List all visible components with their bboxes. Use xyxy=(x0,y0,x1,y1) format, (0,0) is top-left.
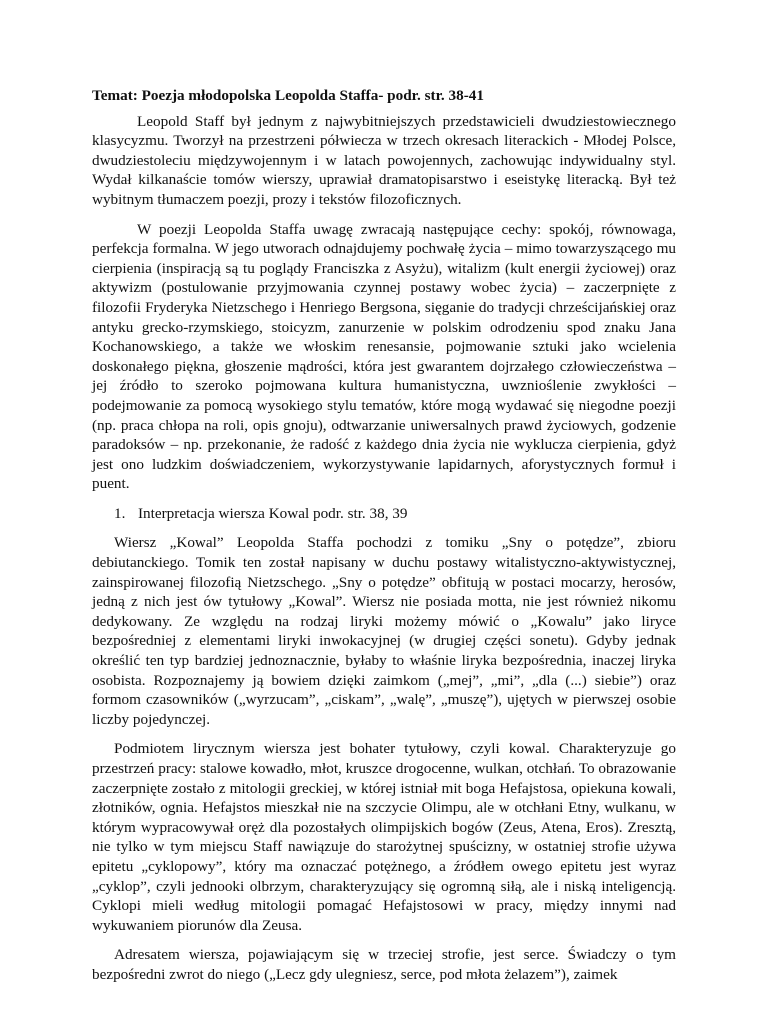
list-item-text: Interpretacja wiersza Kowal podr. str. 38, 39 xyxy=(138,504,408,522)
paragraph-lyrical-subject: Podmiotem lirycznym wiersza jest bohater tytułowy, czyli kowal. Charakteryzuje go przestrzeń pracy: stalowe kowadło, młot, kruszce drogocenne, wulkan, otchłań. To obrazowanie zaczerpnięte zostało z mitologii greckiej, w której istniał mit boga Hefajstosa, opiekuna kowali, złotników, ognia. Hefajstos mieszkał nie na szczycie Olimpu, ale w otchłani Etny, wulkanu, w którym wypracowywał oręż dla pozostałych olimpijskich bogów (Zeus, Atena, Eros). Zresztą, nie tylko w tym miejscu Staff nawiązuje do starożytnej spuścizny, w ostatniej strofie używa epitetu „cyklopowy”, który ma oznaczać potężnego, a źródłem owego epitetu jest wyraz „cyklop”, czyli jednooki olbrzym, charakteryzujący się ogromną siłą, ale i niską inteligencją. Cyklopi mieli według mitologii pomagać Hefajstosowi w pracy, między innymi nad wykuwaniem piorunów dla Zeusa. xyxy=(92,740,676,934)
list-item-number: 1. xyxy=(114,504,126,522)
list-item xyxy=(92,504,676,524)
document-page xyxy=(92,86,676,993)
paragraph-addressee: Adresatem wiersza, pojawiającym się w trzeciej strofie, jest serce. Świadczy o tym bezpośredni zwrot do niego („Lecz gdy ulegniesz, serce, pod młota żelazem”), zaimek xyxy=(92,946,676,983)
paragraph-poetry-features: W poezji Leopolda Staffa uwagę zwracają następujące cechy: spokój, równowaga, perfekcja formalna. W jego utworach odnajdujemy pochwałę życia – mimo towarzyszącego mu cierpienia (inspiracją są tu poglądy Franciszka z Asyżu), witalizm (kult energii życiowej) oraz aktywizm (postulowanie przyjmowania czynnej postawy wobec życia) – zaczerpnięte z filozofii Fryderyka Nietzschego i Henriego Bergsona, sięganie do tradycji chrześcijańskiej oraz antyku grecko-rzymskiego, stoicyzm, zanurzenie w polskim odrodzeniu spod znaku Jana Kochanowskiego, a także we włoskim renesansie, pojmowanie sztuki jako wcielenia doskonałego piękna, głoszenie mądrości, która jest gwarantem dojrzałego człowieczeństwa – jej źródło to szeroko pojmowana kultura humanistyczna, uwznioślenie zwykłości – podejmowanie za pomocą wysokiego stylu tematów, które mogą wydawać się niegodne poezji (np. praca chłopa na roli, opis gnoju), odtwarzanie uniwersalnych prawd życiowych, godzenie paradoksów – np. przekonanie, że radość z każdego dnia życia nie wyklucza cierpienia, gdyż jest ono ludzkim doświadczeniem, wykorzystywanie lapidarnych, aforystycznych formuł i puent. xyxy=(92,220,676,493)
paragraph-biography: Leopold Staff był jednym z najwybitniejszych przedstawicieli dwudziestowiecznego klasycyzmu. Tworzył na przestrzeni półwiecza w trzech okresach literackich - Młodej Polsce, dwudziestoleciu międzywojennym i w latach powojennych, zachowując indywidualny styl. Wydał kilkanaście tomów wierszy, uprawiał dramatopisarstwo i eseistykę literacką. Był też wybitnym tłumaczem poezji, prozy i tekstów filozoficznych. xyxy=(92,112,676,208)
paragraph-kowal-intro: Wiersz „Kowal” Leopolda Staffa pochodzi z tomiku „Sny o potędze”, zbioru debiutanckiego. Tomik ten został napisany w duchu postawy witalistyczno-aktywistycznej, zainspirowanej filozofią Nietzschego. „Sny o potędze” obfitują w postaci mocarzy, herosów, jedną z nich jest ów tytułowy „Kowal”. Wiersz nie posiada motta, nie jest również nikomu dedykowany. Ze względu na rodzaj liryki możemy mówić o „Kowalu” jako liryce bezpośredniej z elementami liryki inwokacyjnej (w drugiej części sonetu). Gdyby jednak określić ten typ bardziej jednoznacznie, byłaby to właśnie liryka bezpośrednia, inaczej liryka osobista. Rozpoznajemy ją bowiem dzięki zaimkom („mej”, „mi”, „dla (...) siebie”) oraz formom czasowników („wyrzucam”, „ciskam”, „walę”, „muszę”), ujętych w pierwszej osobie liczby pojedynczej. xyxy=(92,534,676,728)
document-title: Temat: Poezja młodopolska Leopolda Staffa- podr. str. 38-41 xyxy=(92,87,484,104)
numbered-list xyxy=(92,504,676,524)
